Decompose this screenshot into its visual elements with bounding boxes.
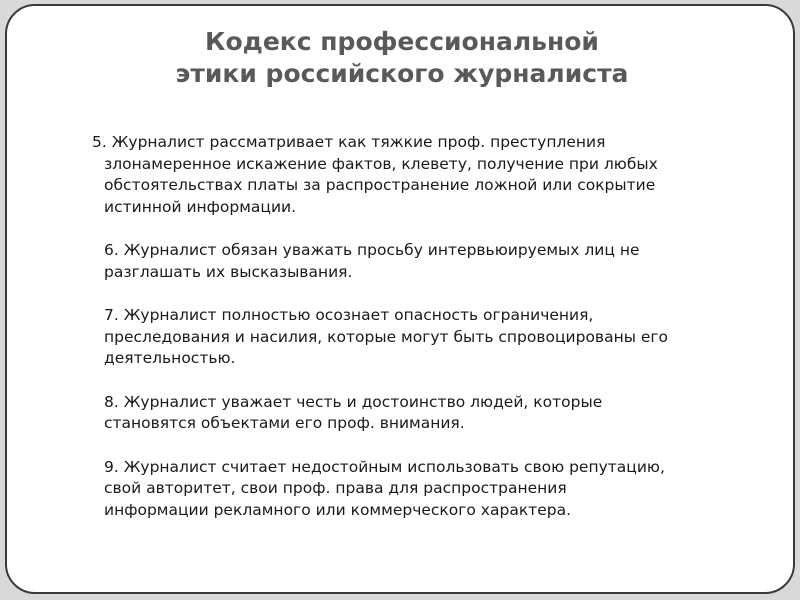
code-point-9-line-2: свой авторитет, свои проф. права для распространения	[104, 479, 567, 497]
code-point-6	[92, 240, 772, 283]
code-point-7	[92, 305, 772, 370]
code-point-8-line-1: 8. Журналист уважает честь и достоинство людей, которые	[104, 392, 603, 411]
code-point-5	[92, 132, 772, 218]
code-point-8	[92, 392, 772, 435]
code-point-5-line-1: 5. Журналист рассматривает как тяжкие проф. преступления	[92, 133, 606, 151]
code-point-7-line-3: деятельностью.	[104, 349, 236, 367]
code-point-6-line-1: 6. Журналист обязан уважать просьбу интервьюируемых лиц не	[104, 241, 640, 259]
code-points	[92, 132, 772, 543]
code-point-9-line-1: 9. Журналист считает недостойным использовать свою репутацию,	[104, 457, 665, 476]
slide	[5, 4, 795, 594]
code-point-5-line-2: злонамеренное искажение фактов, клевету, получение при любых	[104, 154, 658, 173]
code-point-9	[92, 457, 772, 522]
code-point-5-line-3: обстоятельствах платы за распространение ложной или сокрытие	[104, 176, 656, 194]
code-point-7-line-1: 7. Журналист полностью осознает опасность ограничения,	[104, 306, 594, 324]
code-point-7-line-2: преследования и насилия, которые могут быть спровоцированы его	[104, 327, 669, 346]
slide-title-line-2: этики российского журналиста	[175, 59, 629, 88]
code-point-8-line-2: становятся объектами его проф. внимания.	[104, 414, 465, 432]
slide-title-line-1: Кодекс профессиональной	[205, 27, 599, 56]
code-point-9-line-3: информации рекламного или коммерческого характера.	[104, 500, 572, 519]
code-point-6-line-2: разглашать их высказывания.	[104, 262, 353, 281]
code-point-5-line-4: истинной информации.	[104, 197, 297, 216]
